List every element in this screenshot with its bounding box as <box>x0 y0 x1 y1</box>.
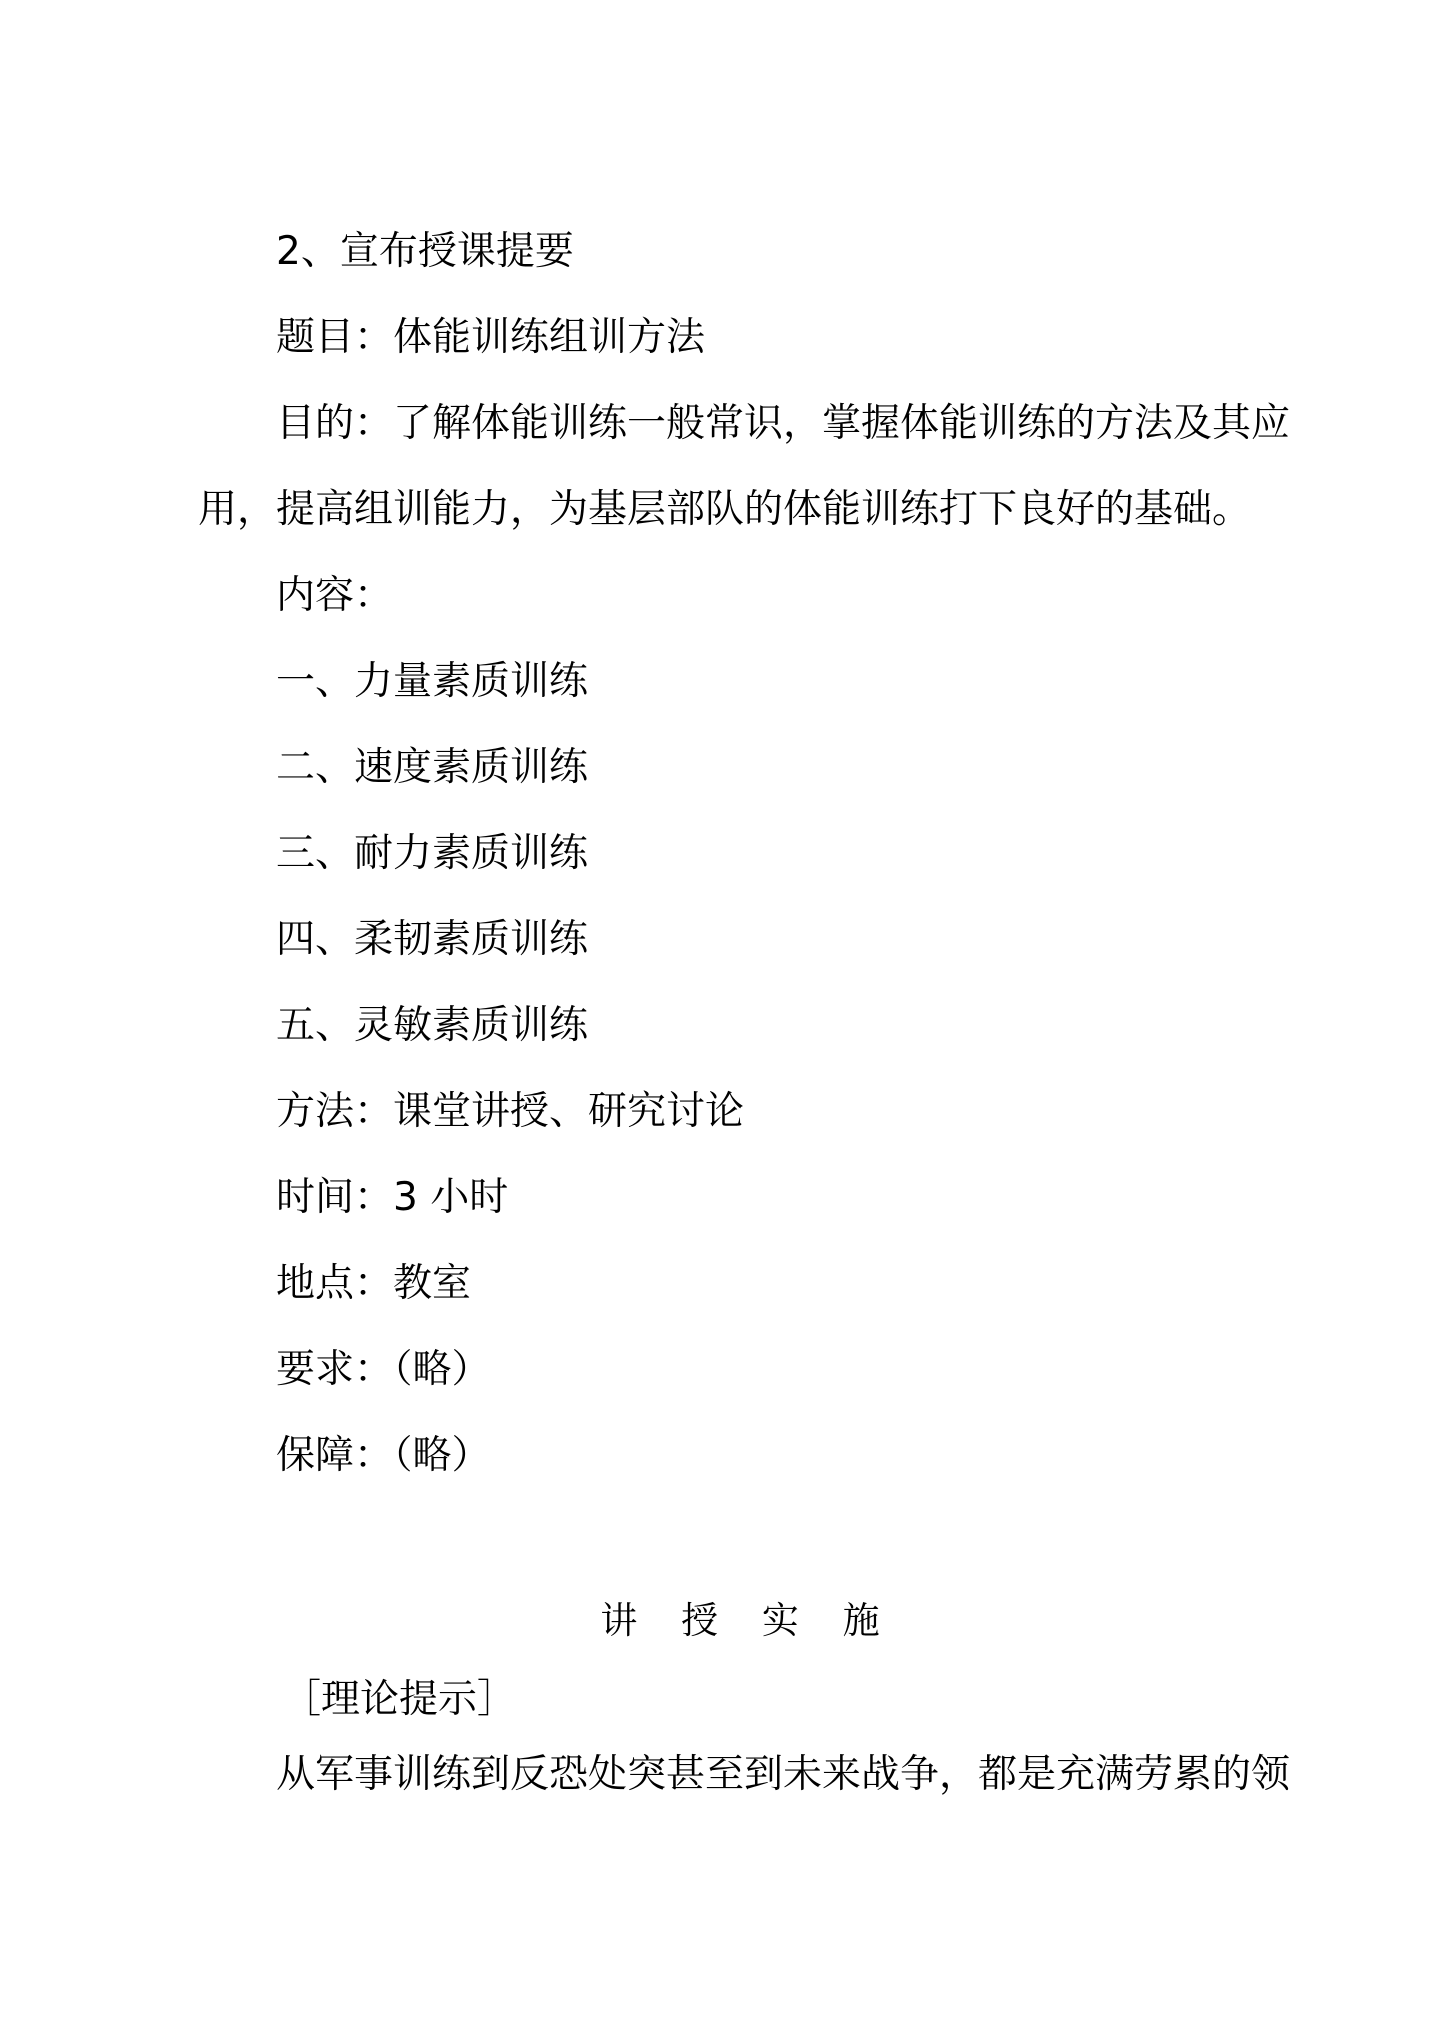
content-item-3: 三、耐力素质训练 <box>276 831 589 876</box>
body-paragraph-line: 从军事训练到反恐处突甚至到未来战争，都是充满劳累的领 <box>276 1752 1291 1797</box>
time-line: 时间：3 小时 <box>276 1175 509 1220</box>
content-item-4: 四、柔韧素质训练 <box>276 917 589 962</box>
theory-label: ［理论提示］ <box>282 1677 517 1722</box>
requirements-line: 要求：（略） <box>276 1347 491 1392</box>
section-title <box>0 1597 1434 1645</box>
section-title-char: 讲 <box>600 1599 638 1642</box>
content-item-1: 一、力量素质训练 <box>276 659 589 704</box>
heading-announce-outline: 2、宣布授课提要 <box>276 229 574 274</box>
content-item-5: 五、灵敏素质训练 <box>276 1003 589 1048</box>
content-label: 内容： <box>276 573 394 618</box>
method-line: 方法：课堂讲授、研究讨论 <box>276 1089 745 1134</box>
purpose-line-2: 用，提高组训能力，为基层部队的体能训练打下良好的基础。 <box>198 487 1252 532</box>
purpose-line-1: 目的：了解体能训练一般常识，掌握体能训练的方法及其应 <box>276 401 1291 446</box>
topic-line: 题目：体能训练组训方法 <box>276 315 706 360</box>
section-title-char: 施 <box>842 1599 880 1642</box>
section-title-char: 授 <box>681 1599 719 1642</box>
section-title-char: 实 <box>761 1599 799 1642</box>
location-line: 地点：教室 <box>276 1261 472 1306</box>
support-line: 保障：（略） <box>276 1433 491 1478</box>
content-item-2: 二、速度素质训练 <box>276 745 589 790</box>
